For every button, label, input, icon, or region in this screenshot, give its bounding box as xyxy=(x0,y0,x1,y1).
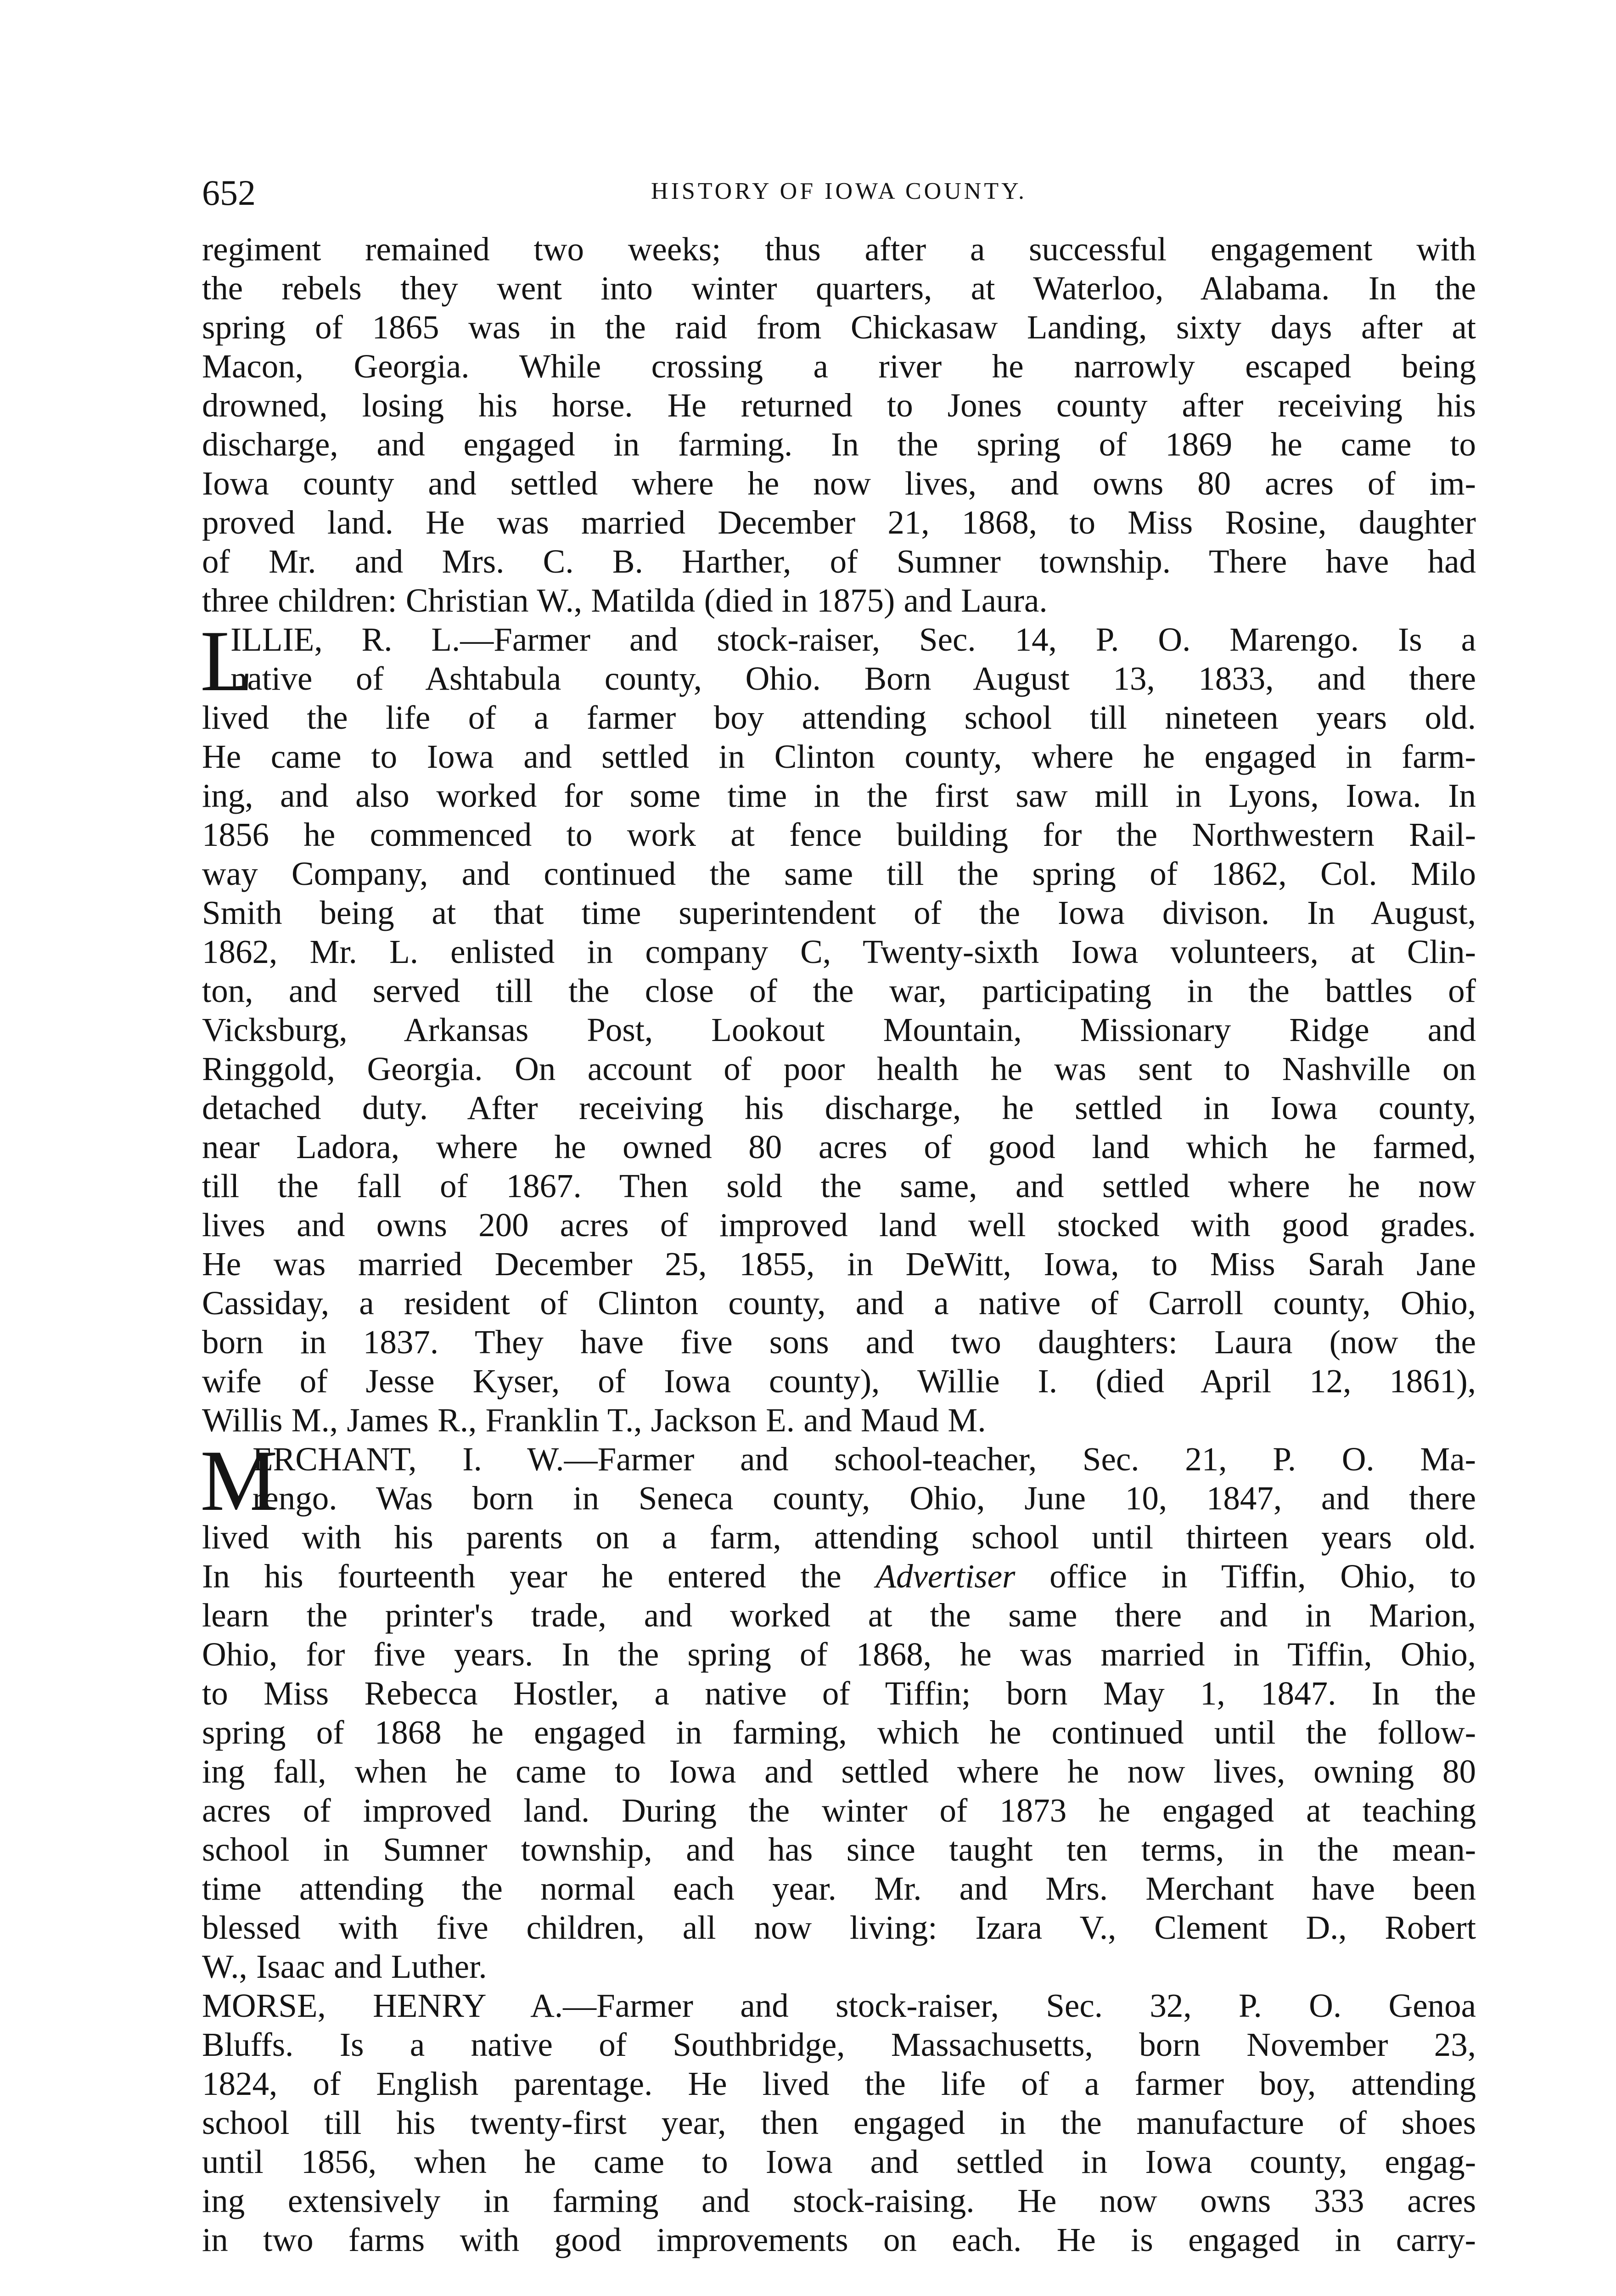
text-line: learn the printer's trade, and worked at the same there and in Marion, xyxy=(202,1597,1476,1634)
text-line: time attending the normal each year. Mr. and Mrs. Merchant have been xyxy=(202,1870,1476,1907)
text-line: Ringgold, Georgia. On account of poor health he was sent to Nashville on xyxy=(202,1050,1476,1087)
text-line: MORSE, HENRY A.—Farmer and stock-raiser, Sec. 32, P. O. Genoa xyxy=(202,1987,1476,2024)
text-line: ing extensively in farming and stock-raising. He now owns 333 acres xyxy=(202,2182,1476,2219)
text-line: lives and owns 200 acres of improved land well stocked with good grades. xyxy=(202,1206,1476,1244)
text-line: W., Isaac and Luther. xyxy=(202,1948,487,1985)
text-line: ERCHANT, I. W.—Farmer and school-teacher, Sec. 21, P. O. Ma- xyxy=(252,1441,1476,1478)
text-line: Smith being at that time superintendent of the Iowa divison. In August, xyxy=(202,894,1476,931)
text-line: 1856 he commenced to work at fence building for the Northwestern Rail- xyxy=(202,816,1476,853)
text-segment: office in Tiffin, Ohio, to xyxy=(1015,1558,1476,1595)
text-line: Macon, Georgia. While crossing a river he narrowly escaped being xyxy=(202,348,1476,385)
text-line: regiment remained two weeks; thus after a successful engagement with xyxy=(202,231,1476,268)
text-line: 1824, of English parentage. He lived the life of a farmer boy, attending xyxy=(202,2065,1476,2102)
text-segment: In his fourteenth year he entered the xyxy=(202,1558,876,1595)
text-line: school in Sumner township, and has since taught ten terms, in the mean- xyxy=(202,1831,1476,1868)
text-line: born in 1837. They have five sons and two daughters: Laura (now the xyxy=(202,1323,1476,1361)
biography-paragraph xyxy=(202,230,1476,620)
drop-cap: L xyxy=(200,613,254,709)
page-body xyxy=(202,230,1476,2259)
text-line: spring of 1868 he engaged in farming, which he continued until the follow- xyxy=(202,1714,1476,1751)
text-line: ing, and also worked for some time in the first saw mill in Lyons, Iowa. In xyxy=(202,777,1476,814)
text-line: Vicksburg, Arkansas Post, Lookout Mountain, Missionary Ridge and xyxy=(202,1011,1476,1048)
text-line: in two farms with good improvements on each. He is engaged in carry- xyxy=(202,2221,1476,2258)
text-line: detached duty. After receiving his discharge, he settled in Iowa county, xyxy=(202,1089,1476,1126)
drop-cap: M xyxy=(200,1433,278,1529)
text-line: school till his twenty-first year, then engaged in the manufacture of shoes xyxy=(202,2104,1476,2141)
page-number: 652 xyxy=(202,173,256,213)
text-line: blessed with five children, all now living: Izara V., Clement D., Robert xyxy=(202,1909,1476,1946)
text-line: to Miss Rebecca Hostler, a native of Tiffin; born May 1, 1847. In the xyxy=(202,1675,1476,1712)
text-line: wife of Jesse Kyser, of Iowa county), Willie I. (died April 12, 1861), xyxy=(202,1362,1476,1400)
text-line: native of Ashtabula county, Ohio. Born August 13, 1833, and there xyxy=(230,660,1476,697)
text-line: until 1856, when he came to Iowa and settled in Iowa county, engag- xyxy=(202,2143,1476,2180)
text-line: the rebels they went into winter quarters, at Waterloo, Alabama. In the xyxy=(202,270,1476,307)
text-line: acres of improved land. During the winter of 1873 he engaged at teaching xyxy=(202,1792,1476,1829)
running-title: HISTORY OF IOWA COUNTY. xyxy=(651,178,1027,204)
text-line: drowned, losing his horse. He returned to Jones county after receiving his xyxy=(202,387,1476,424)
text-line: Ohio, for five years. In the spring of 1868, he was married in Tiffin, Ohio, xyxy=(202,1636,1476,1673)
biography-paragraph xyxy=(202,1986,1476,2259)
biography-paragraph xyxy=(200,1433,1476,1986)
text-line: till the fall of 1867. Then sold the same, and settled where he now xyxy=(202,1167,1476,1204)
text-line: discharge, and engaged in farming. In the spring of 1869 he came to xyxy=(202,426,1476,463)
text-line: way Company, and continued the same till the spring of 1862, Col. Milo xyxy=(202,855,1476,892)
text-line: Iowa county and settled where he now lives, and owns 80 acres of im- xyxy=(202,465,1476,502)
page-header xyxy=(202,172,1476,214)
text-line: ing fall, when he came to Iowa and settled where he now lives, owning 80 xyxy=(202,1753,1476,1790)
text-line: rengo. Was born in Seneca county, Ohio, June 10, 1847, and there xyxy=(252,1480,1476,1517)
text-line: lived the life of a farmer boy attending school till nineteen years old. xyxy=(202,699,1476,736)
text-line: He was married December 25, 1855, in DeWitt, Iowa, to Miss Sarah Jane xyxy=(202,1245,1476,1283)
text-line: near Ladora, where he owned 80 acres of good land which he farmed, xyxy=(202,1128,1476,1165)
text-line: Cassiday, a resident of Clinton county, and a native of Carroll county, Ohio, xyxy=(202,1284,1476,1322)
text-line: lived with his parents on a farm, attending school until thirteen years old. xyxy=(202,1519,1476,1556)
text-line: ton, and served till the close of the war, participating in the battles of xyxy=(202,972,1476,1009)
italic-title: Advertiser xyxy=(875,1558,1016,1595)
text-line: ILLIE, R. L.—Farmer and stock-raiser, Sec. 14, P. O. Marengo. Is a xyxy=(230,621,1476,658)
text-line: spring of 1865 was in the raid from Chickasaw Landing, sixty days after at xyxy=(202,309,1476,346)
text-line xyxy=(202,1557,1476,1596)
biography-paragraph xyxy=(200,613,1476,1440)
text-line: He came to Iowa and settled in Clinton county, where he engaged in farm- xyxy=(202,738,1476,775)
text-line: three children: Christian W., Matilda (died in 1875) and Laura. xyxy=(202,582,1048,619)
text-line: proved land. He was married December 21, 1868, to Miss Rosine, daughter xyxy=(202,504,1476,541)
text-line: 1862, Mr. L. enlisted in company C, Twenty-sixth Iowa volunteers, at Clin- xyxy=(202,933,1476,970)
text-line: of Mr. and Mrs. C. B. Harther, of Sumner township. There have had xyxy=(202,543,1476,580)
text-line: Bluffs. Is a native of Southbridge, Massachusetts, born November 23, xyxy=(202,2026,1476,2063)
text-line: Willis M., James R., Franklin T., Jackson E. and Maud M. xyxy=(202,1401,986,1439)
